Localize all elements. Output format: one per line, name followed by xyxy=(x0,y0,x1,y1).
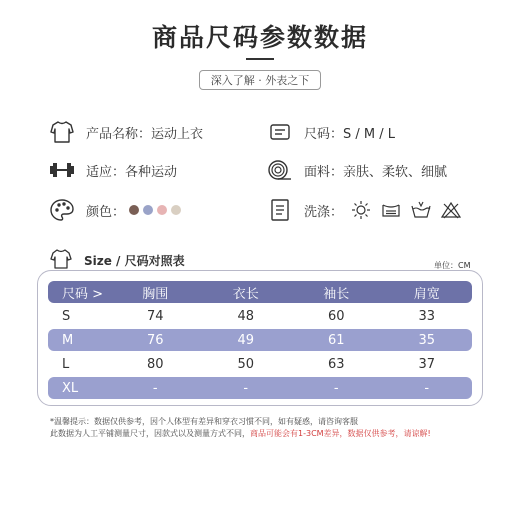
fabric-roll-icon xyxy=(266,156,294,184)
table-header-cell: 衣长 xyxy=(232,286,259,302)
info-fabric xyxy=(266,156,447,184)
table-cell: 74 xyxy=(146,308,164,324)
shirt-icon xyxy=(48,118,76,146)
table-row xyxy=(48,377,472,399)
table-cell: 61 xyxy=(327,332,345,348)
no-bleach-icon xyxy=(437,200,465,220)
size-chart-title: Size / 尺码对照表 xyxy=(84,253,185,268)
unit-label: 单位：CM xyxy=(434,261,471,270)
notes-block xyxy=(50,416,431,440)
table-cell: XL xyxy=(62,380,79,396)
hand-wash-icon xyxy=(407,200,435,220)
product-name-text: 产品名称：运动上衣 xyxy=(86,126,204,142)
color-swatch-pink[interactable] xyxy=(157,205,167,215)
document-icon xyxy=(266,196,294,224)
table-cell: 37 xyxy=(418,356,436,372)
table-cell: - xyxy=(152,380,158,396)
table-cell: 33 xyxy=(418,308,436,324)
note-line-2-highlight: 商品可能会有1-3CM差异，数据仅供参考，请谅解! xyxy=(250,429,431,438)
note-line-2 xyxy=(50,428,431,440)
table-cell: 60 xyxy=(327,308,345,324)
page-title: 商品尺码参数数据 xyxy=(151,23,368,52)
sun-dry-icon xyxy=(347,200,375,220)
table-cell: 35 xyxy=(418,332,436,348)
wash-icons xyxy=(347,200,467,220)
table-cell: L xyxy=(62,356,70,372)
table-cell: S xyxy=(62,308,71,324)
table-row xyxy=(48,353,472,375)
table-header-cell: 尺码 > xyxy=(62,286,104,302)
dumbbell-icon xyxy=(48,156,76,184)
table-cell: 63 xyxy=(327,356,345,372)
size-chart-heading xyxy=(50,248,185,272)
table-row xyxy=(48,329,472,351)
color-swatch-brown[interactable] xyxy=(129,205,139,215)
table-cell: 50 xyxy=(237,356,255,372)
fabric-text: 面料：亲肤、柔软、细腻 xyxy=(304,164,448,180)
table-row xyxy=(48,305,472,327)
table-cell: 49 xyxy=(237,332,255,348)
info-wash xyxy=(266,196,467,224)
table-cell: - xyxy=(424,380,430,396)
table-header-cell: 肩宽 xyxy=(413,286,440,302)
table-header-cell: 胸围 xyxy=(142,286,169,302)
info-usage xyxy=(48,156,177,184)
table-header-row xyxy=(48,281,472,303)
subtitle-badge: 深入了解 · 外表之下 xyxy=(199,70,321,90)
colors-label: 颜色： xyxy=(86,204,126,220)
flat-dry-icon xyxy=(377,200,405,220)
shirt-outline-icon xyxy=(50,248,74,272)
info-colors xyxy=(48,196,185,224)
usage-text: 适应：各种运动 xyxy=(86,164,178,180)
note-line-2-text: 此数据为人工平铺测量尺寸，因款式以及测量方式不同， xyxy=(50,429,250,438)
note-line-1: *温馨提示：数据仅供参考，因个人体型有差异和穿衣习惯不同，如有疑惑，请咨询客服 xyxy=(50,417,358,426)
table-cell: 76 xyxy=(146,332,164,348)
table-cell: - xyxy=(333,380,339,396)
wash-label: 洗涤： xyxy=(304,204,344,220)
color-swatch-beige[interactable] xyxy=(171,205,181,215)
color-swatch-blue[interactable] xyxy=(143,205,153,215)
info-size xyxy=(266,118,395,146)
tag-icon xyxy=(266,118,294,146)
color-swatches xyxy=(129,205,185,215)
table-cell: 48 xyxy=(237,308,255,324)
palette-icon xyxy=(48,196,76,224)
info-product-name xyxy=(48,118,203,146)
table-cell: M xyxy=(62,332,74,348)
table-cell: - xyxy=(243,380,249,396)
table-cell: 80 xyxy=(146,356,164,372)
table-header-cell: 袖长 xyxy=(323,286,350,302)
size-text: 尺码：S / M / L xyxy=(304,126,396,142)
title-divider xyxy=(246,58,274,60)
